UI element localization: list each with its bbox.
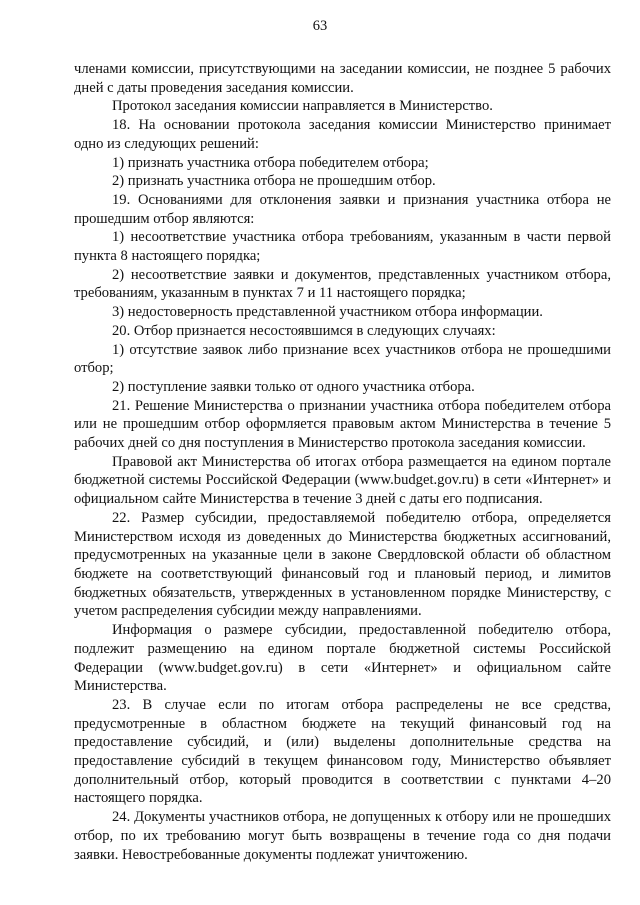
paragraph-20-item-1: 1) отсутствие заявок либо признание всех участников отбора не прошедшими отбор; xyxy=(74,341,611,377)
document-body xyxy=(74,60,611,864)
paragraph-18: 18. На основании протокола заседания комиссии Министерство принимает одно из следующих решений: xyxy=(74,117,611,152)
paragraph-22-information: Информация о размере субсидии, предоставленной победителю отбора, подлежит размещению на едином портале бюджетной системы Российской Федерации (www.budget.gov.ru) в сети «Интернет» и официальном сайте Министерства. xyxy=(74,622,611,695)
paragraph-18-item-1: 1) признать участника отбора победителем отбора; xyxy=(112,154,429,171)
paragraph-19: 19. Основаниями для отклонения заявки и признания участника отбора не прошедшим отбор являются: xyxy=(74,191,611,227)
paragraph-19-item-2: 2) несоответствие заявки и документов, представленных участником отбора, требованиям, указанным в пунктах 7 и 11 настоящего порядка; xyxy=(74,266,611,302)
paragraph-23: 23. В случае если по итогам отбора распределены не все средства, предусмотренные в областном бюджете на текущий финансовый год на предоставление субсидий, и (или) выделены дополнительные средства на предоставление субсидий в текущем финансовом году, Министерство объявляет дополнительный отбор, который проводится в соответствии с пунктами 4–20 настоящего порядка. xyxy=(74,696,611,807)
paragraph-19-item-1: 1) несоответствие участника отбора требованиям, указанным в части первой пункта 8 настоящего порядка; xyxy=(74,229,611,265)
paragraph-1-continuation: членами комиссии, присутствующими на заседании комиссии, не позднее 5 рабочих дней с даты проведения заседания комиссии. xyxy=(74,61,611,96)
page-number: 63 xyxy=(312,18,328,34)
paragraph-20: 20. Отбор признается несостоявшимся в следующих случаях: xyxy=(112,322,496,339)
paragraph-protocol-sent: Протокол заседания комиссии направляется в Министерство. xyxy=(112,98,493,115)
paragraph-19-item-3: 3) недостоверность представленной участником отбора информации. xyxy=(112,304,543,321)
paragraph-21: 21. Решение Министерства о признании участника отбора победителем отбора или не прошедшим отбор оформляется правовым актом Министерства в течение 5 рабочих дней со дня поступления в Министерство протокола заседания комиссии. xyxy=(74,397,611,452)
paragraph-24: 24. Документы участников отбора, не допущенных к отбору или не прошедших отбор, по их требованию могут быть возвращены в течение года со дня подачи заявки. Невостребованные документы подлежат уничтожению. xyxy=(74,809,611,863)
paragraph-20-item-2: 2) поступление заявки только от одного участника отбора. xyxy=(112,378,475,395)
paragraph-18-item-2: 2) признать участника отбора не прошедшим отбор. xyxy=(112,173,436,190)
paragraph-22: 22. Размер субсидии, предоставляемой победителю отбора, определяется Министерством исходя из доведенных до Министерства бюджетных ассигнований, предусмотренных на указанные цели в законе Свердловской области об областном бюджете на соответствующий финансовый год и плановый период, и лимитов бюджетных обязательств, утвержденных в установленном порядке Министерству, с учетом распределения субсидии между направлениями. xyxy=(74,509,611,620)
paragraph-21-legal-act: Правовой акт Министерства об итогах отбора размещается на едином портале бюджетной системы Российской Федерации (www.budget.gov.ru) в сети «Интернет» и официальном сайте Министерства в течение 3 дней с даты его подписания. xyxy=(74,453,611,508)
